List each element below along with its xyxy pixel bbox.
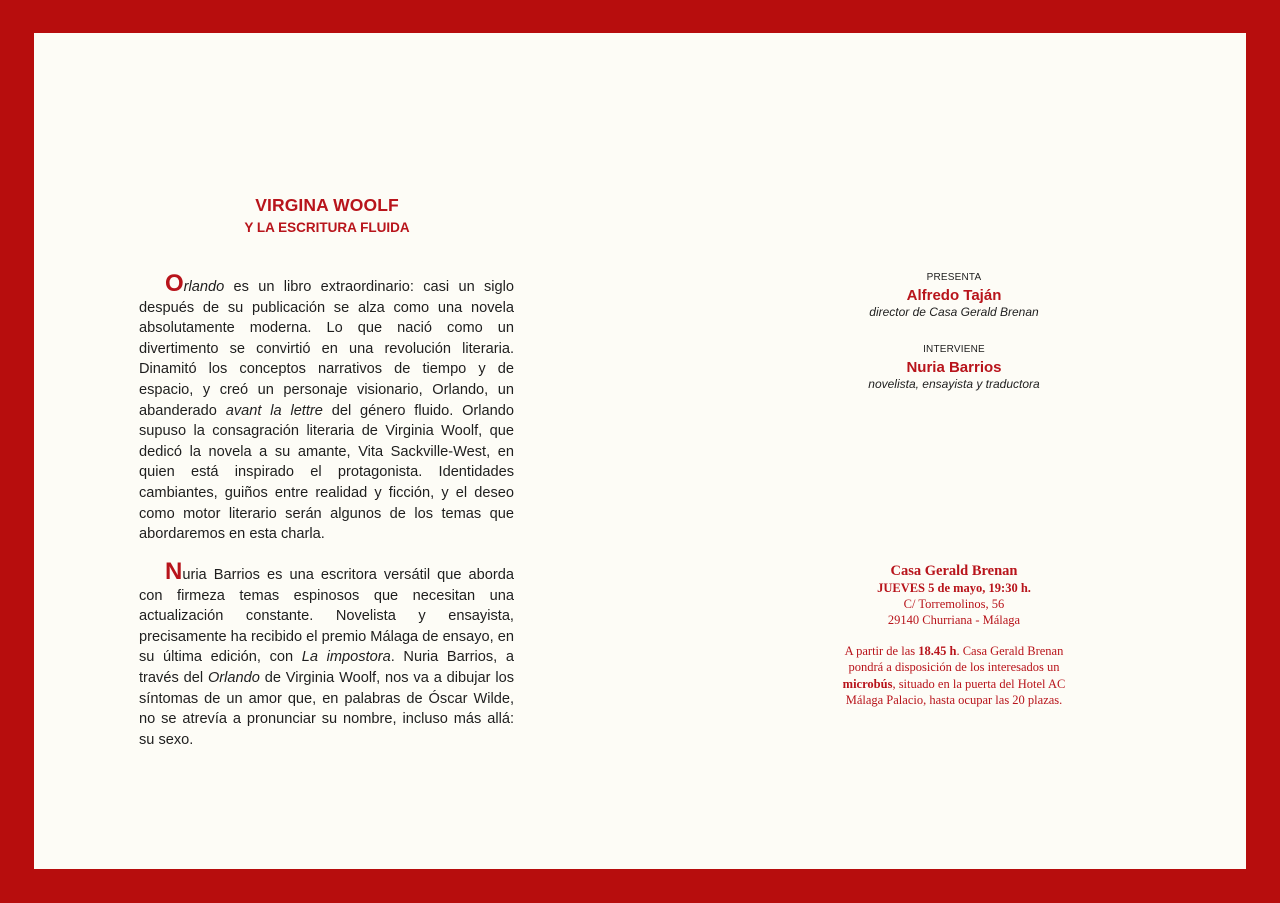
- paragraph-orlando: [139, 270, 514, 545]
- note-text-1: A partir de las: [844, 644, 919, 658]
- dropcap-o: O: [165, 270, 184, 297]
- venue-block: [794, 563, 1114, 628]
- presenter-name: Alfredo Taján: [906, 287, 1002, 304]
- title-line-2: Y LA ESCRITURA FLUIDA: [244, 220, 410, 235]
- interviene-label: INTERVIENE: [923, 344, 985, 355]
- presenta-block: [794, 272, 1114, 319]
- note-text-2: . Casa Gerald Brenan pondrá a disposición de los interesados un: [848, 644, 1064, 675]
- venue-street: C/ Torremolinos, 56: [903, 597, 1005, 611]
- note-time: 18.45 h: [918, 644, 957, 658]
- event-title: [172, 195, 482, 235]
- presenter-role: director de Casa Gerald Brenan: [869, 305, 1039, 319]
- paragraph2-text-c: de Virginia Woolf, nos va a dibujar los síntomas de un amor que, en palabras de Óscar Wilde, no se atrevía a pronunciar su nombre, incluso más allá: su sexo.: [139, 669, 514, 748]
- italic-orlando-2: Orlando: [207, 669, 260, 686]
- paragraph1-text-b: del género fluido. Orlando supuso la consagración literaria de Virginia Woolf, que dedicó la novela a su amante, Vita Sackville-West, en quien está inspirado el protagonista. Identidades cambiantes, guiños entre realidad y ficción, y el deseo como motor literario serán algunos de los temas que abordaremos en esta charla.: [139, 402, 514, 543]
- italic-la-impostora: La impostora: [301, 649, 391, 666]
- paragraph2-text-a: uria Barrios es una escritora versátil que aborda con firmeza temas espinosos que necesitan una actualización constante. Novelista y ensayista, precisamente ha recibido el premio Málaga de ensayo, en su última edición, con: [139, 567, 514, 666]
- bus-note: [834, 643, 1074, 708]
- presenta-label: PRESENTA: [926, 272, 982, 283]
- venue-name: Casa Gerald Brenan: [890, 563, 1018, 579]
- italic-avant: avant la lettre: [225, 402, 323, 419]
- event-date: JUEVES 5 de mayo, 19:30 h.: [877, 581, 1031, 595]
- note-text-3: , situado en la puerta del Hotel AC Málaga Palacio, hasta ocupar las 20 plazas.: [845, 676, 1066, 707]
- italic-orlando: rlando: [183, 279, 225, 295]
- note-bus: microbús: [842, 676, 893, 691]
- paragraph1-text-a: es un libro extraordinario: casi un siglo después de su publicación se alza como una novela absolutamente moderna. Lo que nació como un divertimento se convirtió en una revolución literaria. Dinamitó los conceptos narrativos de tiempo y de espacio, y creó un personaje visionario, Orlando, un abanderado: [139, 279, 514, 419]
- speaker-name: Nuria Barrios: [906, 359, 1002, 376]
- title-line-1: VIRGINA WOOLF: [255, 195, 399, 215]
- speaker-role: novelista, ensayista y traductora: [868, 377, 1040, 391]
- invitation-sheet: [34, 33, 1246, 869]
- paragraph2-text-b: . Nuria Barrios, a través del: [139, 649, 514, 686]
- paragraph-nuria: [139, 558, 514, 750]
- dropcap-n: N: [165, 558, 183, 585]
- interviene-block: [794, 344, 1114, 391]
- venue-city: 29140 Churriana - Málaga: [887, 613, 1021, 627]
